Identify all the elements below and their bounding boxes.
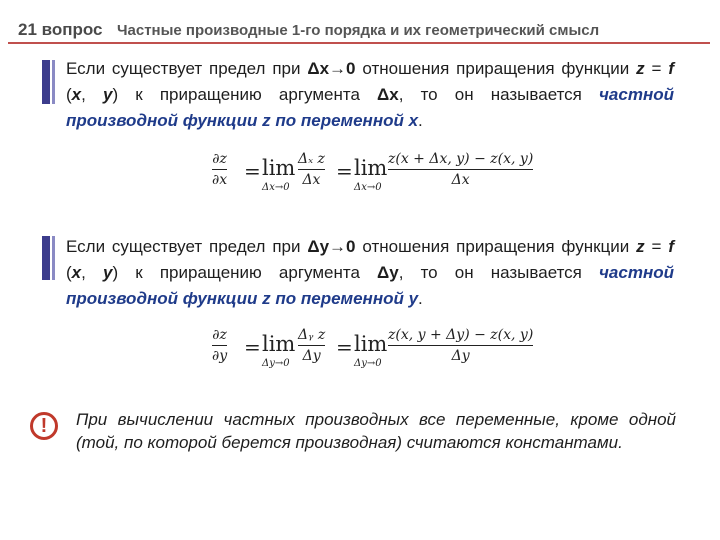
formula-x xyxy=(212,150,542,196)
text-segment: Если существует предел при xyxy=(66,237,308,256)
delta-x-to-zero: Δx→0 xyxy=(307,59,356,78)
text-segment: ( xyxy=(66,263,72,282)
fraction-bar xyxy=(388,169,533,170)
lim-operator: lim xyxy=(262,156,296,180)
var-y: y xyxy=(103,85,113,104)
lhs-denominator: ∂x xyxy=(212,172,228,188)
question-number: 21 вопрос xyxy=(18,20,103,39)
definition-y-highlight: частной производной функции z по переменной y xyxy=(66,263,674,308)
equals-sign: = xyxy=(336,335,353,359)
lhs-fraction xyxy=(212,326,227,365)
rhs-fraction xyxy=(388,326,533,365)
lim-subscript: Δx→0 xyxy=(262,182,290,193)
var-x: x xyxy=(71,85,82,104)
text-segment: . xyxy=(418,111,423,130)
definition-x-highlight: частной производной функции z по переменной x xyxy=(66,85,674,130)
lim-operator: lim xyxy=(354,156,388,180)
equals-sign: = xyxy=(336,159,353,183)
text-segment: = xyxy=(644,59,669,78)
fraction-bar xyxy=(298,169,325,170)
lhs-fraction xyxy=(212,150,227,189)
delta-y: Δy xyxy=(377,263,399,282)
lim-subscript: Δy→0 xyxy=(262,358,290,369)
definition-y xyxy=(66,234,674,312)
header-divider xyxy=(8,42,710,44)
text-segment: к приращению аргумента xyxy=(118,263,378,282)
fraction-bar xyxy=(298,345,325,346)
lim-subscript: Δy→0 xyxy=(354,358,382,369)
var-y: y xyxy=(103,263,113,282)
block-y-accent-bar xyxy=(42,236,52,280)
text-segment: к приращению аргумента xyxy=(118,85,378,104)
rhs-denominator: Δx xyxy=(451,172,470,188)
rhs-numerator: z(x, y + Δy) − z(x, y) xyxy=(388,327,534,343)
fraction-bar xyxy=(388,345,533,346)
text-segment: ) xyxy=(112,85,119,104)
var-f: f xyxy=(668,59,675,78)
delta-x: Δx xyxy=(377,85,399,104)
text-segment: ) xyxy=(112,263,119,282)
lim-subscript: Δx→0 xyxy=(354,182,382,193)
slide-header xyxy=(18,20,708,42)
note-text: При вычислении частных производных все переменные, кроме одной (той, по которой берется производная) считаются константами. xyxy=(76,410,676,452)
text-segment: , xyxy=(81,263,103,282)
block-x-accent-bar xyxy=(42,60,52,104)
text-segment: , то он называется xyxy=(398,85,600,104)
text-segment: . xyxy=(418,289,423,308)
slide-title: Частные производные 1-го порядка и их геометрический смысл xyxy=(116,22,600,39)
equals-sign: = xyxy=(244,335,261,359)
text-segment: , xyxy=(81,85,103,104)
equals-sign: = xyxy=(244,159,261,183)
var-z: z xyxy=(636,237,645,256)
text-segment: = xyxy=(644,237,669,256)
lhs-denominator: ∂y xyxy=(212,348,228,364)
fraction-bar xyxy=(212,345,227,346)
formula-y xyxy=(212,326,542,372)
mid-numerator: Δₓ z xyxy=(298,151,325,167)
delta-y-to-zero: Δy→0 xyxy=(307,237,356,256)
lhs-numerator: ∂z xyxy=(212,327,227,343)
rhs-fraction xyxy=(388,150,533,189)
var-z: z xyxy=(636,59,645,78)
text-segment: , то он называется xyxy=(398,263,600,282)
mid-fraction xyxy=(298,326,325,365)
rhs-numerator: z(x + Δx, y) − z(x, y) xyxy=(388,151,534,167)
mid-denominator: Δy xyxy=(302,348,321,364)
var-f: f xyxy=(668,237,675,256)
text-segment: Если существует предел при xyxy=(66,59,308,78)
var-x: x xyxy=(71,263,82,282)
text-segment: ( xyxy=(66,85,72,104)
mid-denominator: Δx xyxy=(302,172,321,188)
rhs-denominator: Δy xyxy=(451,348,470,364)
mid-fraction xyxy=(298,150,325,189)
definition-x xyxy=(66,56,674,134)
lim-operator: lim xyxy=(262,332,296,356)
warning-exclamation-icon: ! xyxy=(30,412,58,440)
text-segment: отношения приращения функции xyxy=(355,237,637,256)
lhs-numerator: ∂z xyxy=(212,151,227,167)
mid-numerator: Δᵧ z xyxy=(298,327,326,343)
lim-operator: lim xyxy=(354,332,388,356)
fraction-bar xyxy=(212,169,227,170)
text-segment: отношения приращения функции xyxy=(355,59,637,78)
